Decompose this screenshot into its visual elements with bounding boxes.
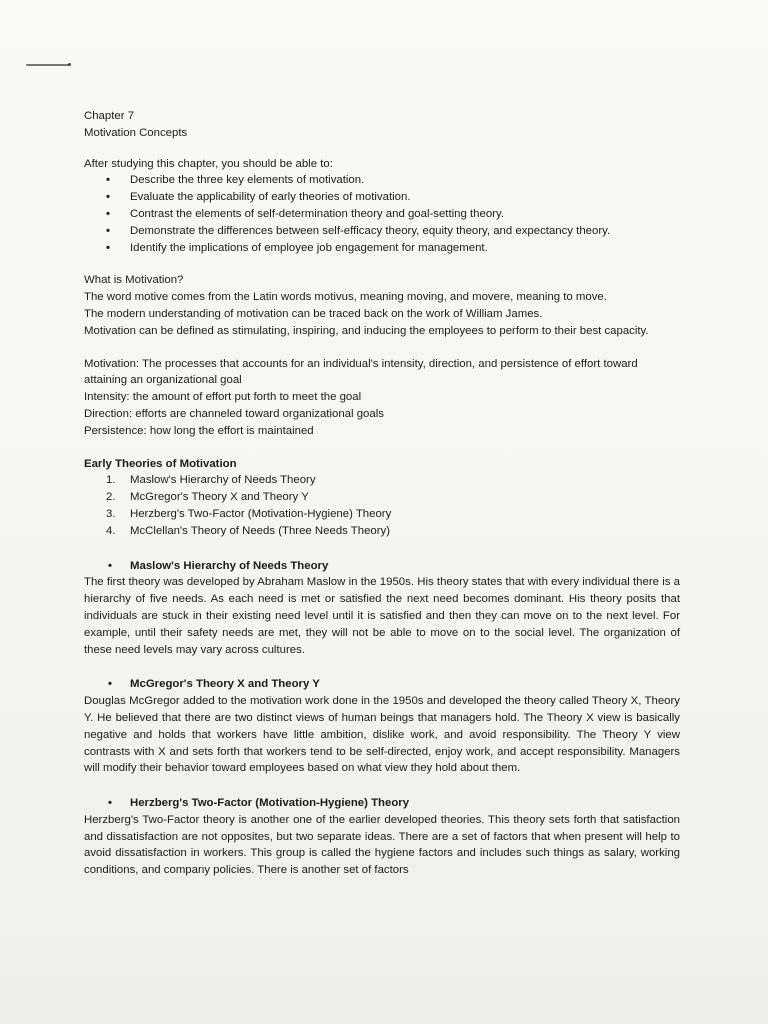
section-heading-maslow: • Maslow's Hierarchy of Needs Theory [84, 558, 680, 575]
theory-name: Herzberg's Two-Factor (Motivation-Hygiene) Theory [130, 507, 392, 520]
theory-list-item [84, 489, 680, 506]
chapter-number: Chapter 7 [84, 110, 135, 122]
objective-item: • Demonstrate the differences between self-efficacy theory, equity theory, and expectancy theory. [84, 223, 680, 240]
chapter-title: Motivation Concepts [84, 126, 188, 139]
theory-list-item [84, 506, 680, 523]
document-body [84, 108, 680, 879]
section-body-maslow: The first theory was developed by Abraham Maslow in the 1950s. His theory states that with every individual there is a hierarchy of five needs. As each need is met or satisfied the next need becomes dominant. His theory posits that individuals are stuck in their existing need level until it is satisfied and then they can move on to the next level. For example, until their safety needs are met, they will not be able to move on to the social level. The organization of these need levels may vary across cultures. [84, 576, 680, 656]
section-body-herzberg: Herzberg's Two-Factor theory is another one of the earlier developed theories. This theory sets forth that satisfaction and dissatisfaction are not opposites, but two separate ideas. There are a set of factors that when present will help to avoid dissatisfaction in workers. This group is called the hygiene factors and includes such things as salary, working conditions, and company policies. There is another set of factors [84, 813, 680, 877]
objectives-intro: After studying this chapter, you should be able to: [84, 157, 333, 170]
what-is-line: Motivation can be defined as stimulating, inspiring, and inducing the employees to perform to their best capacity. [84, 324, 649, 337]
theory-list-item [84, 472, 680, 489]
pen-mark [26, 64, 70, 66]
objectives-list [84, 172, 680, 256]
theory-number: 3. [106, 507, 116, 520]
section-heading-mcgregor: • McGregor's Theory X and Theory Y [84, 676, 680, 693]
what-is-line: The modern understanding of motivation can be traced back on the work of William James. [84, 307, 543, 320]
what-is-line: The word motive comes from the Latin words motivus, meaning moving, and movere, meaning to move. [84, 291, 607, 304]
theory-number: 1. [106, 474, 116, 487]
theory-name: McGregor's Theory X and Theory Y [130, 491, 309, 504]
definition-persistence: Persistence: how long the effort is maintained [84, 424, 314, 437]
what-is-heading: What is Motivation? [84, 274, 184, 287]
section-body-mcgregor: Douglas McGregor added to the motivation work done in the 1950s and developed the theory called Theory X, Theory Y. He believed that there are two distinct views of human beings that managers hold. The Theory X view is basically negative and holds that workers have little ambition, dislike work, and avoid responsibility. The Theory Y view contrasts with X and sets forth that workers tend to be self-directed, enjoy work, and accept responsibility. Managers will modify their behavior toward employees based on what view they hold about them. [84, 695, 680, 775]
objective-item: • Describe the three key elements of motivation. [84, 172, 680, 189]
objective-item: • Evaluate the applicability of early theories of motivation. [84, 189, 680, 206]
early-theories-list [84, 472, 680, 539]
theory-name: McClellan's Theory of Needs (Three Needs Theory) [130, 524, 391, 537]
objective-item: • Contrast the elements of self-determination theory and goal-setting theory. [84, 206, 680, 223]
theory-name: Maslow's Hierarchy of Needs Theory [130, 474, 316, 487]
definition-motivation: Motivation: The processes that accounts for an individual's intensity, direction, and persistence of effort toward attaining an organizational goal [84, 357, 638, 387]
definition-direction: Direction: efforts are channeled toward organizational goals [84, 407, 384, 420]
theory-list-item [84, 523, 680, 540]
theory-number: 2. [106, 491, 116, 504]
section-heading-herzberg: • Herzberg's Two-Factor (Motivation-Hygiene) Theory [84, 795, 680, 812]
objective-item: • Identify the implications of employee job engagement for management. [84, 240, 680, 257]
pen-mark-dot [68, 63, 71, 66]
early-theories-heading: Early Theories of Motivation [84, 457, 237, 470]
theory-number: 4. [106, 524, 116, 537]
definition-intensity: Intensity: the amount of effort put forth to meet the goal [84, 391, 362, 404]
